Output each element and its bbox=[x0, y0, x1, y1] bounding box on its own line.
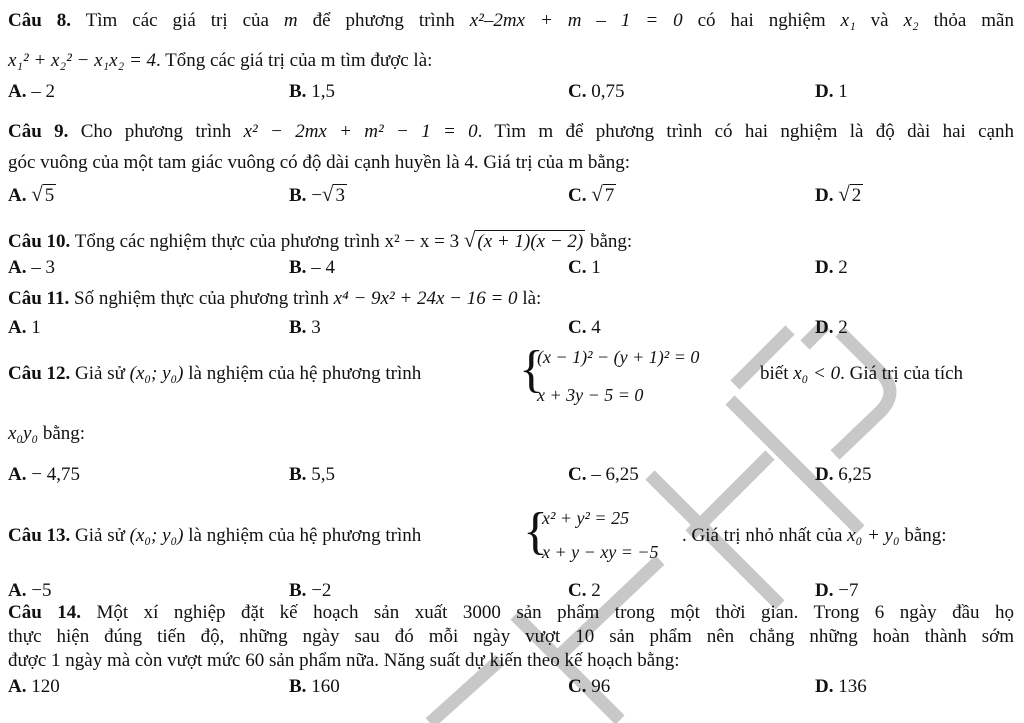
q8-answer-c: C. 0,75 bbox=[568, 81, 625, 102]
q14-answer-d: D. 136 bbox=[815, 676, 867, 697]
q13-system-eq1: x² + y² = 25 bbox=[542, 508, 630, 528]
q14-line1: Câu 14. Một xí nghiệp đặt kế hoạch sản xuất 3000 sản phẩm trong một thời gian. Trong 6 ngày đầu họ bbox=[8, 602, 1014, 623]
q9-line2: góc vuông của một tam giác vuông có độ dài cạnh huyền là 4. Giá trị của m bằng: bbox=[8, 152, 631, 173]
q12-system-eq1: (x − 1)² − (y + 1)² = 0 bbox=[537, 347, 700, 367]
q13-system-brace: { bbox=[523, 503, 548, 560]
q8-answer-a: A. – 2 bbox=[8, 81, 55, 102]
q11-answer-c: C. 4 bbox=[568, 317, 601, 338]
q8-label: Câu 8. bbox=[8, 10, 72, 31]
q10-label: Câu 10. bbox=[8, 231, 71, 252]
q9-label: Câu 9. bbox=[8, 121, 69, 142]
q12-line2: x₀y₀ bằng: bbox=[8, 423, 86, 444]
q14-answer-a: A. 120 bbox=[8, 676, 60, 697]
q14-answer-b: B. 160 bbox=[289, 676, 340, 697]
q12-answer-a: A. − 4,75 bbox=[8, 464, 80, 485]
q11-answer-a: A. 1 bbox=[8, 317, 41, 338]
q13-system-eq2: x + y − xy = −5 bbox=[542, 542, 659, 562]
q9-answer-a: A. √ 5 bbox=[8, 182, 55, 206]
q8-answer-d: D. 1 bbox=[815, 81, 848, 102]
q10-answer-c: C. 1 bbox=[568, 257, 601, 278]
q10-answer-a: A. – 3 bbox=[8, 257, 55, 278]
q9-answer-b: B. −√ 3 bbox=[289, 182, 345, 206]
q8-condition: x₁² + x₂² − x₁x₂ = 4 bbox=[8, 50, 157, 71]
q9-equation: x² − 2mx + m² − 1 = 0 bbox=[243, 121, 478, 142]
q12-system-brace: { bbox=[519, 341, 544, 398]
q12-line1a: Câu 12. Giả sử (x₀; y₀) là nghiệm của hệ phương trình bbox=[8, 363, 422, 384]
q13-line1b: . Giá trị nhỏ nhất của x₀ + y₀ bằng: bbox=[682, 525, 947, 546]
q13-answer-a: A. −5 bbox=[8, 580, 52, 601]
q8-answer-b: B. 1,5 bbox=[289, 81, 335, 102]
q14-line3: được 1 ngày mà còn vượt mức 60 sản phẩm nữa. Năng suất dự kiến theo kế hoạch bằng: bbox=[8, 650, 680, 671]
q9-answer-c: C. √ 7 bbox=[568, 182, 615, 206]
q13-label: Câu 13. bbox=[8, 525, 71, 546]
q11-label: Câu 11. bbox=[8, 288, 70, 309]
q11-equation: x⁴ − 9x² + 24x − 16 = 0 bbox=[333, 288, 518, 309]
q10-equation-left: x² − x = 3 bbox=[384, 231, 460, 252]
q10-radicand: (x + 1)(x − 2) bbox=[477, 231, 584, 252]
q10-line1: Câu 10. Tổng các nghiệm thực của phương trình x² − x = 3 √ (x + 1)(x − 2) bằng: bbox=[8, 228, 633, 252]
q12-answer-d: D. 6,25 bbox=[815, 464, 872, 485]
q13-answer-d: D. −7 bbox=[815, 580, 859, 601]
q13-line1a: Câu 13. Giả sử (x₀; y₀) là nghiệm của hệ phương trình bbox=[8, 525, 422, 546]
q11-answer-b: B. 3 bbox=[289, 317, 321, 338]
q8-equation: x²–2mx + m – 1 = 0 bbox=[469, 10, 683, 31]
q9-line1: Câu 9. Cho phương trình x² − 2mx + m² − 1 = 0. Tìm m để phương trình có hai nghiệm là độ dài hai cạnh bbox=[8, 121, 1015, 142]
q12-line1b: biết x₀ < 0. Giá trị của tích bbox=[760, 363, 964, 384]
q12-label: Câu 12. bbox=[8, 363, 71, 384]
q10-answer-d: D. 2 bbox=[815, 257, 848, 278]
q11-line1: Câu 11. Số nghiệm thực của phương trình x⁴ − 9x² + 24x − 16 = 0 là: bbox=[8, 288, 542, 309]
q14-line2: thực hiện đúng tiến độ, những ngày sau đó mỗi ngày vượt 10 sản phẩm nên chẳng những hoàn thành sớm bbox=[8, 626, 1014, 647]
q10-answer-b: B. – 4 bbox=[289, 257, 335, 278]
q12-answer-c: C. – 6,25 bbox=[568, 464, 639, 485]
q14-answer-c: C. 96 bbox=[568, 676, 611, 697]
q9-answer-d: D. √ 2 bbox=[815, 182, 862, 206]
q8-line2: x₁² + x₂² − x₁x₂ = 4. Tổng các giá trị của m tìm được là: bbox=[8, 50, 433, 71]
q14-label: Câu 14. bbox=[8, 602, 81, 623]
q12-answer-b: B. 5,5 bbox=[289, 464, 335, 485]
q12-system-eq2: x + 3y − 5 = 0 bbox=[537, 385, 644, 405]
q8-line1: Câu 8. Tìm các giá trị của m để phương trình x²–2mx + m – 1 = 0 có hai nghiệm x₁ và x₂ thỏa mãn bbox=[8, 10, 1014, 31]
q11-answer-d: D. 2 bbox=[815, 317, 848, 338]
q13-answer-b: B. −2 bbox=[289, 580, 332, 601]
q13-answer-c: C. 2 bbox=[568, 580, 601, 601]
